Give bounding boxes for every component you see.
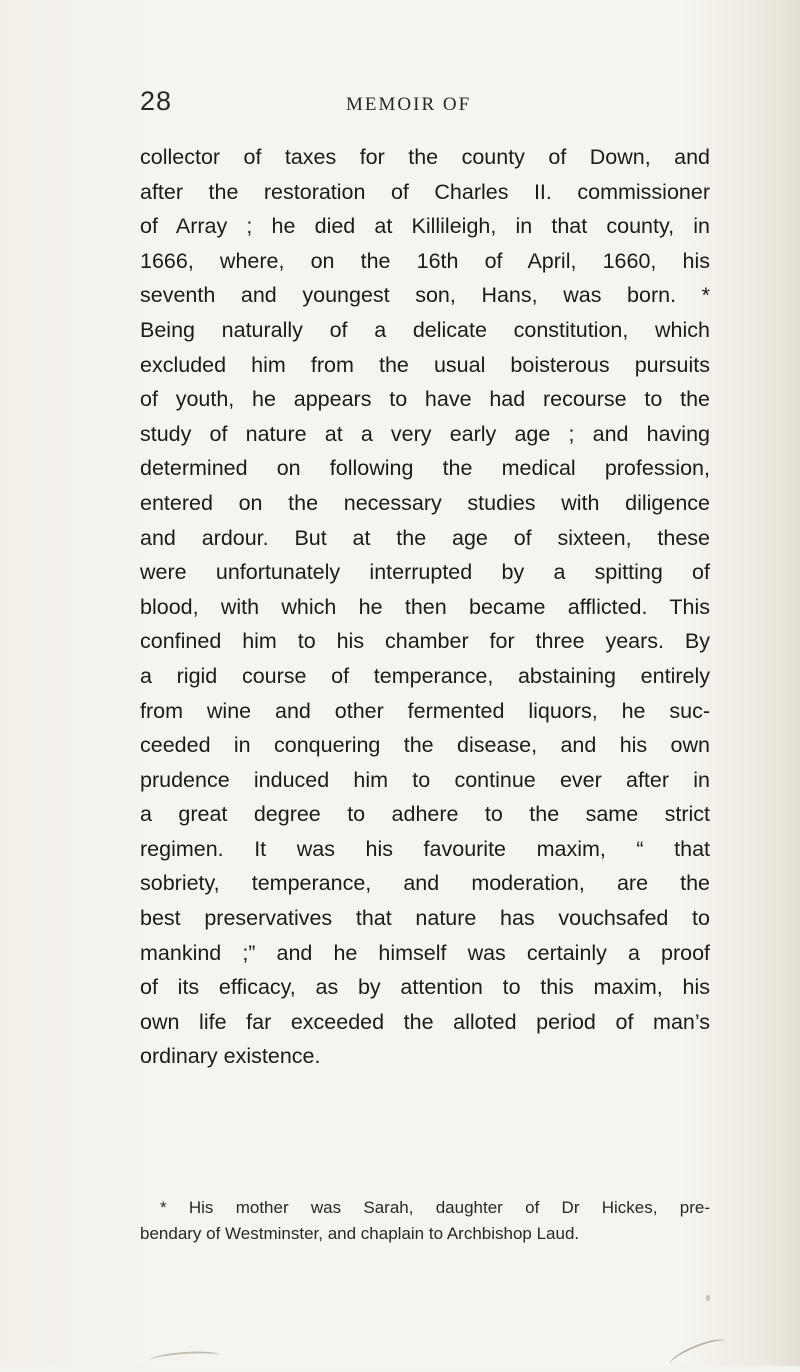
body-line: best preservatives that nature has vouchsafed to <box>140 906 710 931</box>
paper-mark <box>667 1334 729 1371</box>
body-line: study of nature at a very early age ; and having <box>140 421 710 446</box>
body-line: excluded him from the usual boisterous pursuits <box>140 352 710 377</box>
running-head: MEMOIR OF <box>346 94 472 115</box>
body-line: from wine and other fermented liquors, he suc- <box>140 698 710 723</box>
body-line: after the restoration of Charles II. commissioner <box>140 179 710 204</box>
body-line: blood, with which he then became afflicted. This <box>140 594 710 619</box>
body-line: and ardour. But at the age of sixteen, these <box>140 525 710 550</box>
body-line: entered on the necessary studies with diligence <box>140 490 710 515</box>
body-text <box>140 140 710 1074</box>
body-line: Being naturally of a delicate constitution, which <box>140 317 710 342</box>
body-line: confined him to his chamber for three years. By <box>140 629 710 654</box>
body-line: determined on following the medical profession, <box>140 456 710 481</box>
body-line: of its efficacy, as by attention to this maxim, his <box>140 975 710 1000</box>
paper-mark <box>150 1350 221 1367</box>
page-number: 28 <box>140 86 173 116</box>
body-line: mankind ;” and he himself was certainly a proof <box>140 940 710 965</box>
footnote <box>140 1195 710 1247</box>
body-line: ordinary existence. <box>140 1044 321 1069</box>
body-line: seventh and youngest son, Hans, was born. * <box>140 283 710 308</box>
body-line: a great degree to adhere to the same strict <box>140 802 710 827</box>
body-line: regimen. It was his favourite maxim, “ that <box>140 836 710 861</box>
body-line: 1666, where, on the 16th of April, 1660, his <box>140 248 710 273</box>
page-header <box>140 86 720 126</box>
body-line: own life far exceeded the alloted period of man’s <box>140 1009 710 1034</box>
body-line: sobriety, temperance, and moderation, are the <box>140 871 710 896</box>
body-line: were unfortunately interrupted by a spitting of <box>140 560 710 585</box>
body-line: of Array ; he died at Killileigh, in that county, in <box>140 214 710 239</box>
body-line: a rigid course of temperance, abstaining entirely <box>140 663 710 688</box>
footnote-line: bendary of Westminster, and chaplain to Archbishop Laud. <box>140 1224 580 1243</box>
paper-speck <box>706 1295 710 1301</box>
footnote-line: * His mother was Sarah, daughter of Dr Hickes, pre- <box>160 1198 710 1217</box>
body-line: prudence induced him to continue ever after in <box>140 767 710 792</box>
body-line: of youth, he appears to have had recourse to the <box>140 387 710 412</box>
body-line: collector of taxes for the county of Down, and <box>140 145 710 169</box>
body-line: ceeded in conquering the disease, and his own <box>140 733 710 758</box>
